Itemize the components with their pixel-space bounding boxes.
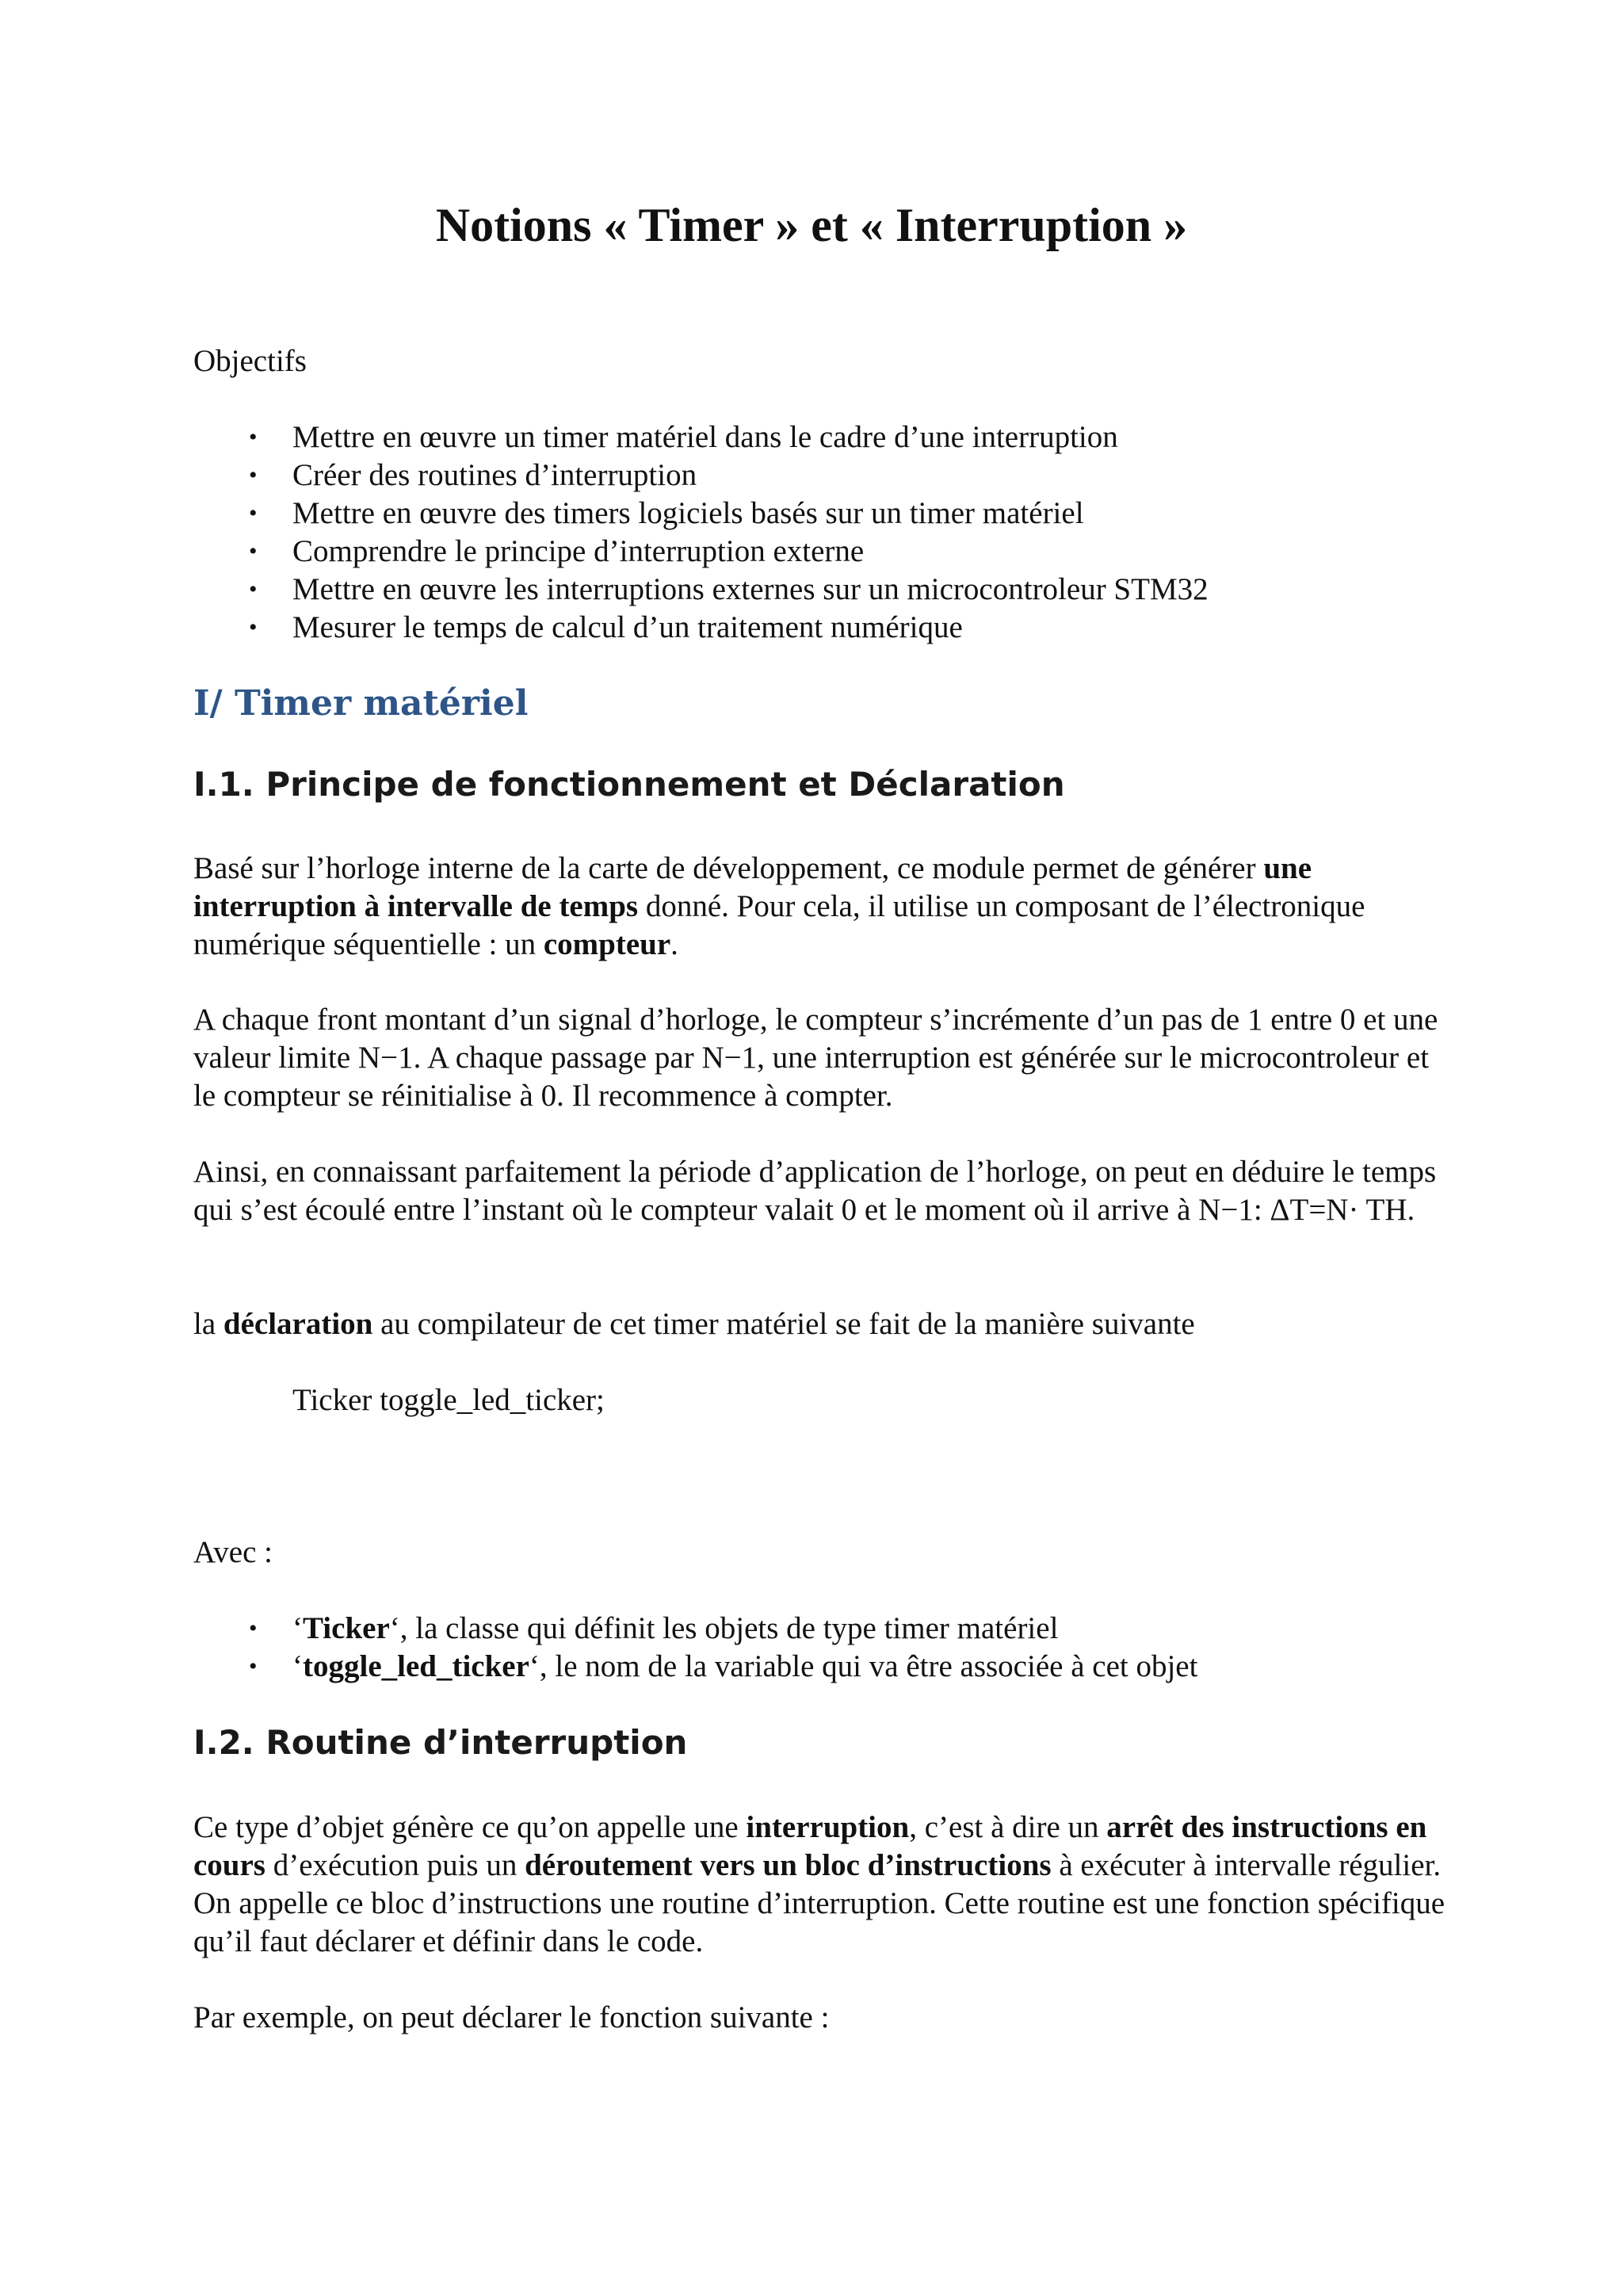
objectives-list	[193, 418, 1445, 647]
bullet-icon: •	[249, 1653, 258, 1679]
bullet-icon: •	[249, 538, 258, 564]
bullet-icon: •	[249, 500, 258, 526]
bullet-icon: •	[249, 1615, 258, 1641]
paragraph-periode: Ainsi, en connaissant parfaitement la période d’application de l’horloge, on peut en déduire le temps qui s’est écoulé entre l’instant où le compteur valait 0 et le moment où il arrive à N−1: ΔT=N· TH.	[193, 1155, 1437, 1227]
list-item: • Mettre en œuvre les interruptions externes sur un microcontroleur STM32	[193, 571, 1445, 609]
list-item: • ‘Ticker‘, la classe qui définit les objets de type timer matériel	[193, 1610, 1445, 1648]
list-item: • Mettre en œuvre un timer matériel dans le cadre d’une interruption	[193, 418, 1445, 457]
paragraph-declaration: la déclaration au compilateur de cet timer matériel se fait de la manière suivante	[193, 1307, 1195, 1341]
page-title: Notions « Timer » et « Interruption »	[435, 199, 1188, 251]
paragraph-routine: Ce type d’objet génère ce qu’on appelle une interruption, c’est à dire un arrêt des instructions en cours d’exécution puis un déroutement vers un bloc d’instructions à exécuter à intervalle régulier. On appelle ce bloc d’instructions une routine d’interruption. Cette routine est une fonction spécifique qu’il faut déclarer et définir dans le code.	[193, 1810, 1445, 1958]
bullet-icon: •	[249, 462, 258, 488]
paragraph-principe: Basé sur l’horloge interne de la carte de développement, ce module permet de générer une interruption à intervalle de temps donné. Pour cela, il utilise un composant de l’électronique numérique séquentielle : un compteur.	[193, 851, 1365, 961]
subsection-heading-routine: I.2. Routine d’interruption	[193, 1723, 688, 1762]
list-item: • Mettre en œuvre des timers logiciels basés sur un timer matériel	[193, 495, 1445, 533]
list-item: • ‘toggle_led_ticker‘, le nom de la variable qui va être associée à cet objet	[193, 1648, 1445, 1686]
paragraph-compteur: A chaque front montant d’un signal d’horloge, le compteur s’incrémente d’un pas de 1 entre 0 et une valeur limite N−1. A chaque passage par N−1, une interruption est générée sur le microcontroleur et le compteur se réinitialise à 0. Il recommence à compter.	[193, 1003, 1438, 1113]
subsection-heading-principe: I.1. Principe de fonctionnement et Déclaration	[193, 765, 1065, 804]
bullet-icon: •	[249, 424, 258, 450]
bullet-icon: •	[249, 614, 258, 640]
objectives-label: Objectifs	[193, 344, 307, 378]
list-item: • Comprendre le principe d’interruption externe	[193, 533, 1445, 571]
avec-list	[193, 1610, 1445, 1686]
list-item: • Mesurer le temps de calcul d’un traitement numérique	[193, 609, 1445, 647]
list-item: • Créer des routines d’interruption	[193, 457, 1445, 495]
bullet-icon: •	[249, 576, 258, 602]
code-declaration: Ticker toggle_led_ticker;	[292, 1383, 605, 1417]
avec-label: Avec :	[193, 1535, 273, 1569]
section-heading-timer: I/ Timer matériel	[193, 683, 529, 724]
paragraph-exemple: Par exemple, on peut déclarer le fonction suivante :	[193, 2000, 830, 2034]
